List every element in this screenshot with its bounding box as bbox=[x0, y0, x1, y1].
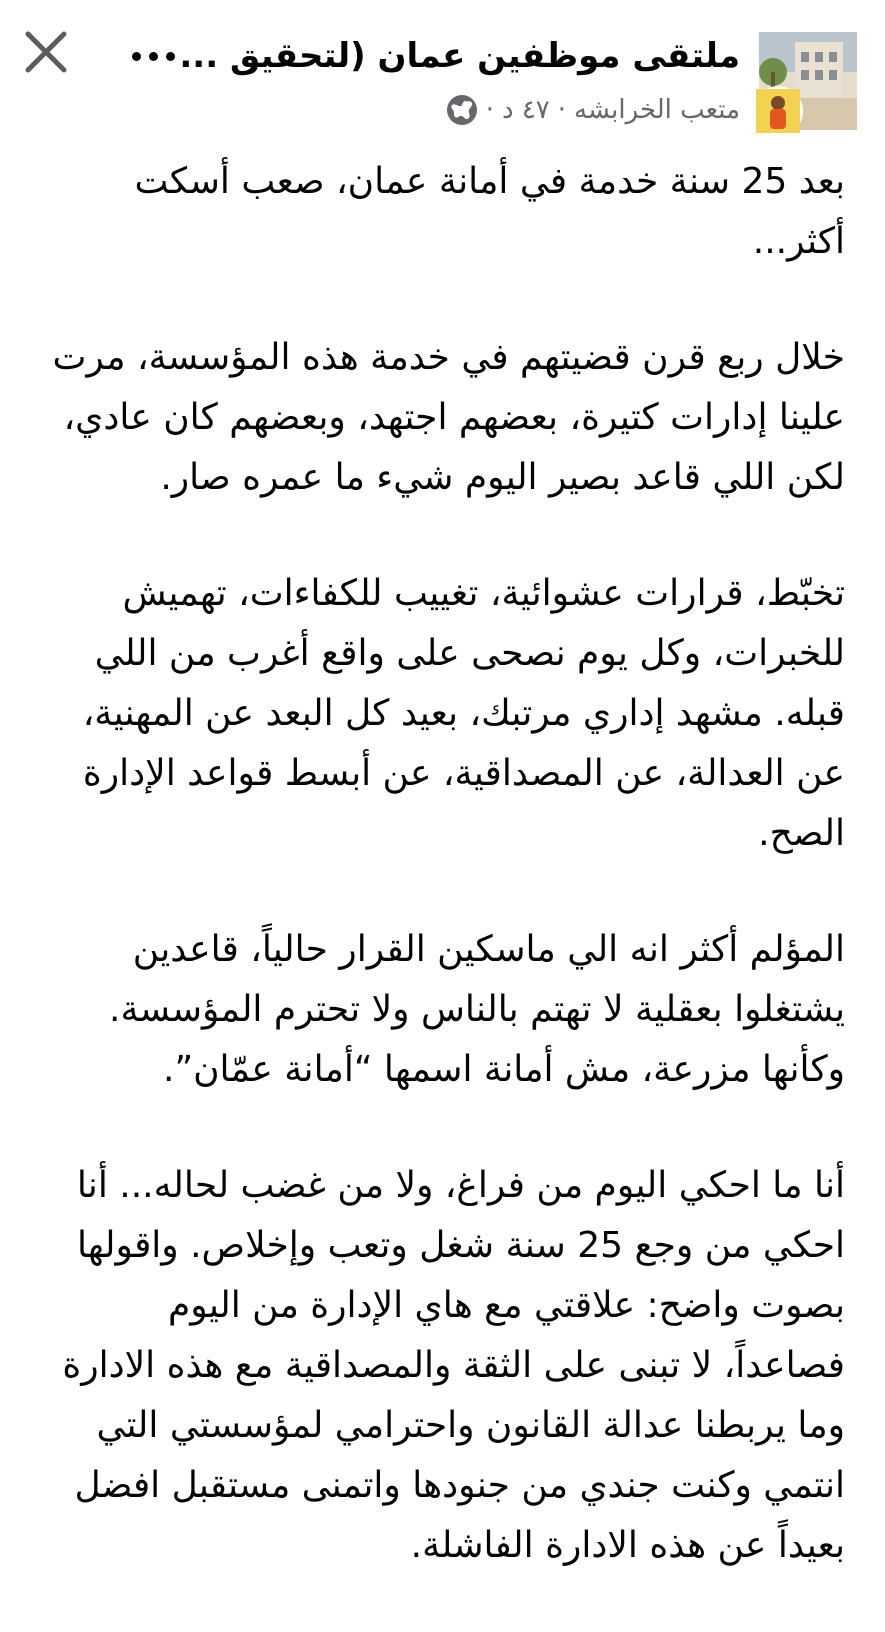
more-dot bbox=[166, 52, 175, 61]
post-body bbox=[36, 152, 845, 1632]
meta-separator: · bbox=[557, 95, 567, 125]
post-meta bbox=[446, 90, 740, 130]
author-name[interactable]: متعب الخرابشه bbox=[574, 95, 740, 125]
close-icon bbox=[20, 26, 72, 78]
more-horizontal-icon bbox=[132, 52, 141, 61]
post-time[interactable]: ٤٧ د bbox=[501, 95, 550, 125]
group-name[interactable]: ملتقى موظفين عمان (لتحقيق ... bbox=[179, 36, 740, 76]
more-options-button[interactable] bbox=[118, 36, 188, 76]
more-dot bbox=[149, 52, 158, 61]
post-paragraph: أنا ما احكي اليوم من فراغ، ولا من غضب لحاله... أنا احكي من وجع 25 سنة شغل وتعب وإخلاص. واقولها بصوت واضح: علاقتي مع هاي الإدارة من اليوم فصاعداً، لا تبنى على الثقة والمصداقية مع هذه الادارة وما يربطنا عدالة القانون واحترامي لمؤسستي التي انتمي وكنت جندي من جنودها واتمنى مستقبل افضل بعيداً عن هذه الادارة الفاشلة. bbox=[62, 1165, 845, 1566]
globe-icon bbox=[446, 94, 478, 126]
post-paragraph: بعد 25 سنة خدمة في أمانة عمان، صعب أسكت أكثر... bbox=[134, 161, 845, 262]
post-header bbox=[0, 0, 885, 150]
author-avatar[interactable] bbox=[753, 86, 803, 136]
close-button[interactable] bbox=[20, 26, 72, 78]
post-paragraph: خلال ربع قرن قضيتهم في خدمة هذه المؤسسة، مرت علينا إدارات كتيرة، بعضهم اجتهد، وبعضهم كان عادي، لكن اللي قاعد بصير اليوم شيء ما عمره صار. bbox=[52, 337, 845, 498]
post-paragraph: تخبّط، قرارات عشوائية، تغييب للكفاءات، تهميش للخبرات، وكل يوم نصحى على واقع أغرب من اللي قبله. مشهد إداري مرتبك، بعيد كل البعد عن المهنية، عن العدالة، عن المصداقية، عن أبسط قواعد الإدارة الصح. bbox=[82, 573, 845, 854]
post-paragraph: المؤلم أكثر انه الي ماسكين القرار حالياً، قاعدين يشتغلوا بعقلية لا تهتم بالناس ولا تحترم المؤسسة. وكأنها مزرعة، مش أمانة اسمها “أمانة عمّان”. bbox=[109, 929, 845, 1090]
meta-separator: · bbox=[485, 95, 494, 125]
